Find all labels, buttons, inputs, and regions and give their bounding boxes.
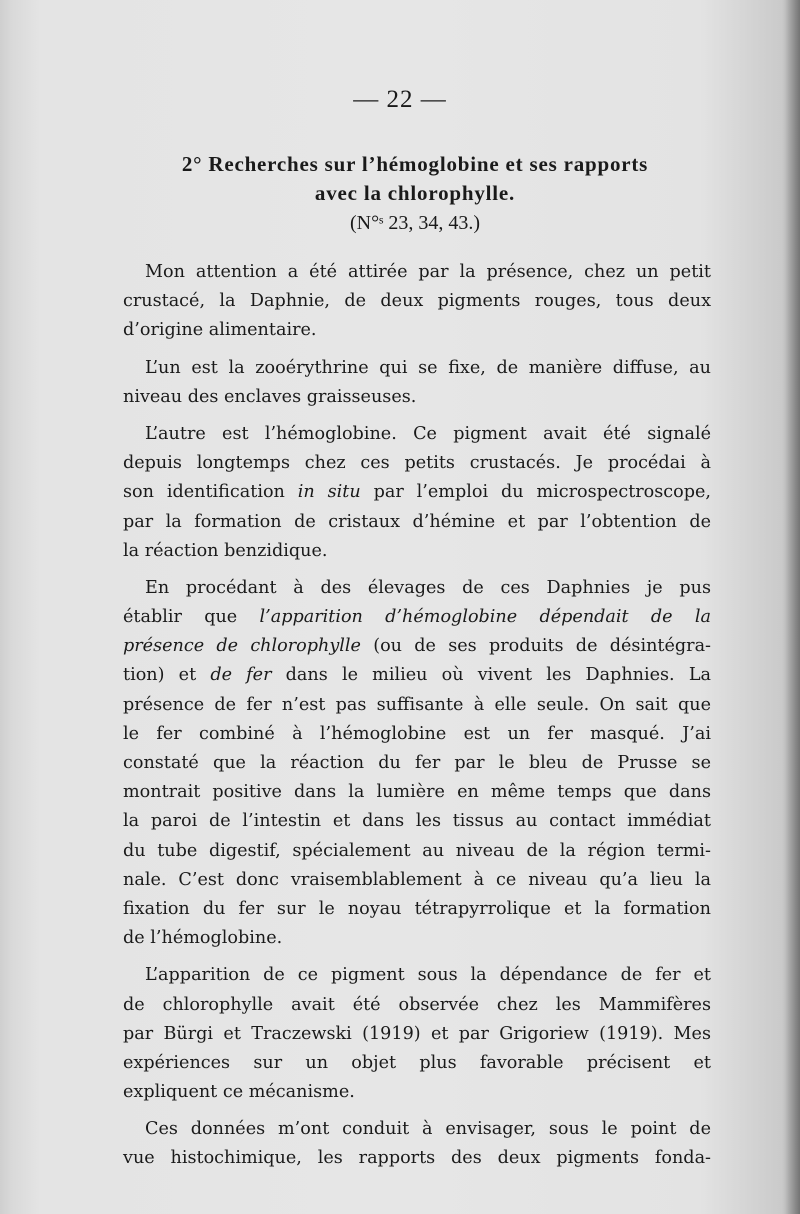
text-line: vue histochimique, les rapports des deux pigments fonda-: [123, 1148, 711, 1169]
page-number: — 22 —: [353, 86, 447, 113]
text-segment: (ou de ses produits de désintégra-: [360, 636, 712, 657]
text-line: la réaction benzidique.: [123, 540, 328, 561]
text-line: le fer combiné à l’hémoglobine est un fer masqué. J’ai: [123, 723, 711, 744]
text-line: expliquent ce mécanisme.: [123, 1082, 355, 1103]
section-heading-line-1: 2° Recherches sur l’hémoglobine et ses rapports: [181, 152, 649, 176]
text-line-mixed: [123, 632, 711, 661]
text-line: constaté que la réaction du fer par le bleu de Prusse se: [123, 753, 711, 773]
text-line: du tube digestif, spécialement au niveau de la région termi-: [123, 840, 711, 861]
text-line-mixed: [123, 661, 711, 690]
text-line: de l’hémoglobine.: [123, 928, 283, 949]
body-text: [123, 258, 711, 1174]
text-line: montrait positive dans la lumière en même temps que dans: [123, 782, 711, 803]
text-line-mixed: [123, 603, 711, 632]
text-line: présence de fer n’est pas suffisante à elle seule. On sait que: [123, 694, 711, 715]
text-line: par la formation de cristaux d’hémine et par l’obtention de: [123, 511, 711, 532]
text-line: Mon attention a été attirée par la présence, chez un petit: [145, 262, 711, 282]
italic-segment: de fer: [210, 665, 272, 686]
text-segment: dans le milieu où vivent les Daphnies. La: [271, 665, 711, 686]
text-line: L’autre est l’hémoglobine. Ce pigment avait été signalé: [145, 423, 711, 444]
text-segment: par l’emploi du microspectroscope,: [360, 482, 712, 503]
text-line: nale. C’est donc vraisemblablement à ce niveau qu’a lieu la: [123, 869, 711, 890]
text-line: En procédant à des élevages de ces Daphnies je pus: [145, 577, 711, 598]
section-heading: [120, 150, 710, 208]
text-line: L’un est la zooérythrine qui se fixe, de manière diffuse, au: [145, 357, 711, 378]
section-heading-line-2: avec la chlorophylle.: [314, 181, 516, 205]
italic-segment: in situ: [297, 482, 361, 503]
text-line: de chlorophylle avait été observée chez les Mammifères: [123, 994, 711, 1015]
text-line: fixation du fer sur le noyau tétrapyrrolique et la formation: [123, 898, 711, 919]
text-line-mixed: [123, 478, 711, 507]
page-edge-shadow: [782, 0, 800, 1214]
text-segment: son identification: [123, 482, 298, 503]
text-line: niveau des enclaves graisseuses.: [123, 386, 417, 407]
text-line: la paroi de l’intestin et dans les tissus au contact immédiat: [123, 811, 711, 832]
publication-references: (N°ˢ 23, 34, 43.): [349, 212, 480, 234]
text-line: d’origine alimentaire.: [123, 320, 317, 341]
text-line: crustacé, la Daphnie, de deux pigments rouges, tous deux: [123, 291, 711, 312]
text-line: expériences sur un objet plus favorable précisent et: [123, 1052, 711, 1073]
text-line: L’apparition de ce pigment sous la dépendance de fer et: [145, 965, 711, 986]
text-segment: établir que: [123, 607, 260, 628]
text-segment: tion) et: [123, 665, 211, 686]
italic-segment: présence de chlorophylle: [123, 636, 361, 657]
italic-segment: l’apparition d’hémoglobine dépendait de la: [259, 607, 711, 628]
text-line: par Bürgi et Traczewski (1919) et par Grigoriew (1919). Mes: [123, 1023, 711, 1044]
text-line: depuis longtemps chez ces petits crustacés. Je procédai à: [123, 453, 711, 474]
text-line: Ces données m’ont conduit à envisager, sous le point de: [145, 1119, 711, 1140]
